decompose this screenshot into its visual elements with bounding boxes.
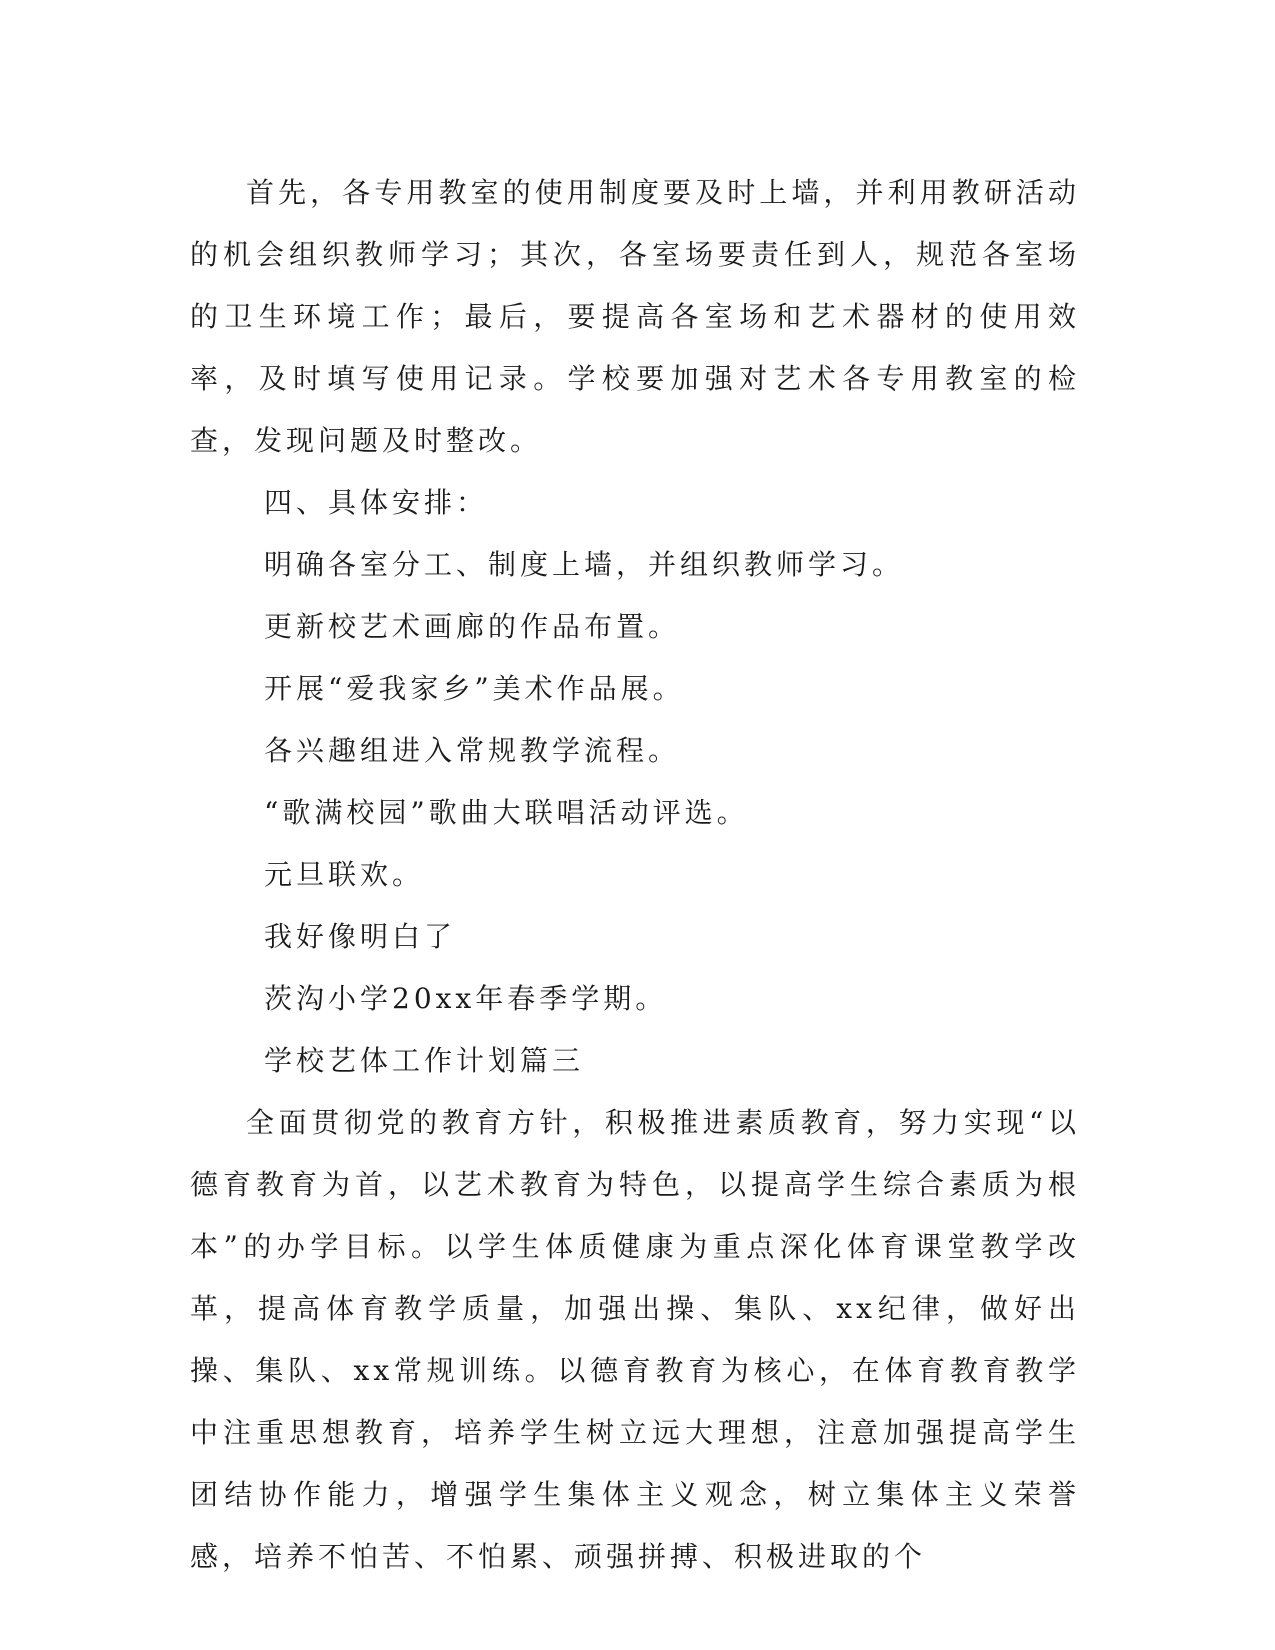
paragraph-education-policy: 全面贯彻党的教育方针，积极推进素质教育，努力实现“以德育教育为首，以艺术教育为特色，以提高学生综合素质为根本”的办学目标。以学生体质健康为重点深化体育课堂教学改革，提高体育教学质量，加强出操、集队、xx纪律，做好出操、集队、xx常规训练。以德育教育为核心，在体育教育教学中注重思想教育，培养学生树立远大理想，注意加强提高学生团结协作能力，增强学生集体主义观念，树立集体主义荣誉感，培养不怕苦、不怕累、顽强拼搏、积极进取的个 — [190, 1106, 1080, 1573]
paragraph-facility-rules: 首先，各专用教室的使用制度要及时上墙，并利用教研活动的机会组织教师学习；其次，各室场要责任到人，规范各室场的卫生环境工作；最后，要提高各室场和艺术器材的使用效率，及时填写使用记录。学校要加强对艺术各专用教室的检查，发现问题及时整改。 — [190, 176, 1080, 457]
arrangement-item: 更新校艺术画廊的作品布置。 — [264, 610, 681, 643]
arrangement-item: 各兴趣组进入常规教学流程。 — [264, 734, 681, 767]
section-heading-arrangements: 四、具体安排： — [264, 486, 489, 519]
section-title-part-three: 学校艺体工作计划篇三 — [264, 1044, 585, 1077]
arrangement-item: 明确各室分工、制度上墙，并组织教师学习。 — [264, 548, 905, 581]
arrangement-item: 开展“爱我家乡”美术作品展。 — [264, 672, 685, 705]
school-term-line: 茨沟小学20xx年春季学期。 — [264, 982, 668, 1015]
arrangement-item: 我好像明白了 — [264, 920, 457, 953]
document-page — [190, 162, 1080, 1588]
arrangement-item: 元旦联欢。 — [264, 858, 425, 891]
arrangement-item: “歌满校园”歌曲大联唱活动评选。 — [264, 796, 749, 829]
